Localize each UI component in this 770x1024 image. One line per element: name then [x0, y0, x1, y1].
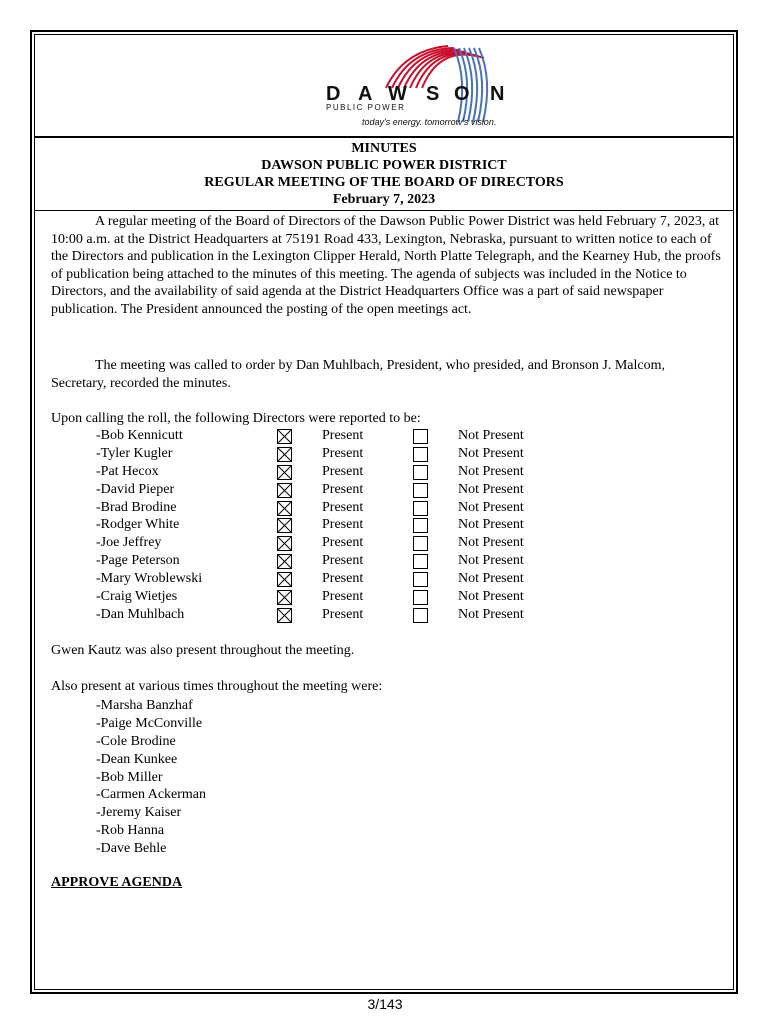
roll-intro: Upon calling the roll, the following Directors were reported to be: [51, 411, 421, 426]
logo-subtitle: PUBLIC POWER [326, 103, 406, 112]
document-heading [34, 140, 734, 208]
director-row [0, 571, 770, 589]
director-name: -Bob Kennicutt [96, 428, 183, 443]
logo-letter-o: O [454, 83, 470, 105]
present-label: Present [322, 606, 364, 622]
not-present-label: Not Present [458, 445, 524, 461]
present-label: Present [322, 571, 364, 587]
not-present-checkbox [413, 518, 428, 533]
called-to-order-paragraph [51, 357, 723, 392]
present-label: Present [322, 535, 364, 551]
director-name: -Page Peterson [96, 553, 180, 569]
director-name: -David Pieper [96, 481, 175, 497]
not-present-checkbox [413, 536, 428, 551]
not-present-checkbox [413, 501, 428, 516]
heading-meeting: REGULAR MEETING OF THE BOARD OF DIRECTORS [204, 175, 564, 190]
director-name: -Dan Muhlbach [96, 606, 185, 622]
director-name: -Rodger White [96, 517, 180, 533]
not-present-checkbox [413, 608, 428, 623]
intro-paragraph [51, 213, 723, 319]
logo-letter-a: A [358, 83, 373, 105]
director-row [0, 482, 770, 500]
not-present-checkbox [413, 429, 428, 444]
heading-divider [34, 210, 734, 211]
section-heading-approve-agenda: APPROVE AGENDA [51, 875, 183, 890]
present-label: Present [322, 553, 364, 569]
director-row [0, 589, 770, 607]
not-present-checkbox [413, 483, 428, 498]
header-divider [34, 136, 734, 138]
dawson-logo [34, 34, 734, 134]
director-name: -Craig Wietjes [96, 589, 178, 605]
not-present-checkbox [413, 465, 428, 480]
not-present-checkbox [413, 447, 428, 462]
director-row [0, 464, 770, 482]
attendee-name: -Marsha Banzhaf [96, 698, 193, 713]
roll-call-list [0, 428, 770, 625]
dawson-logo-graphic [304, 40, 524, 130]
present-label: Present [322, 428, 364, 443]
present-label: Present [322, 481, 364, 497]
not-present-label: Not Present [458, 535, 524, 551]
not-present-label: Not Present [458, 571, 524, 587]
not-present-label: Not Present [458, 589, 524, 605]
not-present-label: Not Present [458, 463, 524, 479]
present-label: Present [322, 499, 364, 515]
present-label: Present [322, 517, 364, 533]
also-present-intro: Also present at various times throughout the meeting were: [51, 679, 383, 694]
logo-letter-d: D [326, 83, 341, 105]
not-present-label: Not Present [458, 517, 524, 533]
director-name: -Joe Jeffrey [96, 535, 162, 551]
also-present-list [96, 697, 206, 858]
heading-district: DAWSON PUBLIC POWER DISTRICT [261, 158, 507, 173]
director-row [0, 517, 770, 535]
director-name: -Pat Hecox [96, 463, 159, 479]
called-to-order-text: The meeting was called to order by Dan Muhlbach, President, who presided, and Bronson J. Malcom, Secretary, recorded the minutes. [51, 358, 665, 391]
director-name: -Tyler Kugler [96, 445, 173, 461]
director-row [0, 428, 770, 446]
attendee-name: -Bob Miller [96, 769, 163, 785]
director-row [0, 607, 770, 625]
not-present-label: Not Present [458, 481, 524, 497]
not-present-label: Not Present [458, 553, 524, 569]
director-name: -Brad Brodine [96, 499, 177, 515]
logo-letter-w: W [388, 83, 407, 105]
not-present-label: Not Present [458, 606, 524, 622]
intro-text: A regular meeting of the Board of Directors of the Dawson Public Power District was held February 7, 2023, at 10:00 a.m. at the District Headquarters at 75191 Road 433, Lexington, Nebraska, pursuant to written notice to each of the Directors and publication in the Lexington Clipper Herald, North Platte Telegraph, and the Kearney Hub, the proofs of publication being attached to the minutes of this meeting. The agenda of subjects was included in the Notice to Directors, and the availability of said agenda at the District Headquarters Office was a part of said newspaper publication. The President announced the posting of the open meetings act. [51, 214, 721, 317]
attendee-name: -Carmen Ackerman [96, 787, 207, 803]
attendee-name: -Dave Behle [96, 841, 167, 857]
director-row [0, 500, 770, 518]
logo-letter-s: S [426, 83, 440, 105]
page-number: 3/143 [367, 996, 403, 1012]
not-present-label: Not Present [458, 428, 524, 443]
gwen-paragraph: Gwen Kautz was also present throughout the meeting. [51, 643, 355, 658]
attendee-name: -Paige McConville [96, 715, 203, 731]
attendee-name: -Cole Brodine [96, 733, 176, 749]
not-present-checkbox [413, 572, 428, 587]
present-label: Present [322, 445, 364, 461]
logo-tagline: today's energy. tomorrow's vision. [362, 117, 497, 127]
present-label: Present [322, 589, 364, 605]
not-present-label: Not Present [458, 499, 524, 515]
not-present-checkbox [413, 590, 428, 605]
director-row [0, 446, 770, 464]
present-checkbox [277, 608, 292, 628]
director-name: -Mary Wroblewski [96, 571, 203, 587]
attendee-name: -Jeremy Kaiser [96, 805, 182, 821]
director-row [0, 535, 770, 553]
present-label: Present [322, 463, 364, 479]
attendee-name: -Dean Kunkee [96, 751, 178, 767]
logo-letter-n: N [490, 83, 505, 105]
heading-minutes: MINUTES [351, 141, 417, 156]
not-present-checkbox [413, 554, 428, 569]
director-row [0, 553, 770, 571]
heading-date: February 7, 2023 [332, 192, 436, 207]
attendee-name: -Rob Hanna [96, 823, 165, 839]
